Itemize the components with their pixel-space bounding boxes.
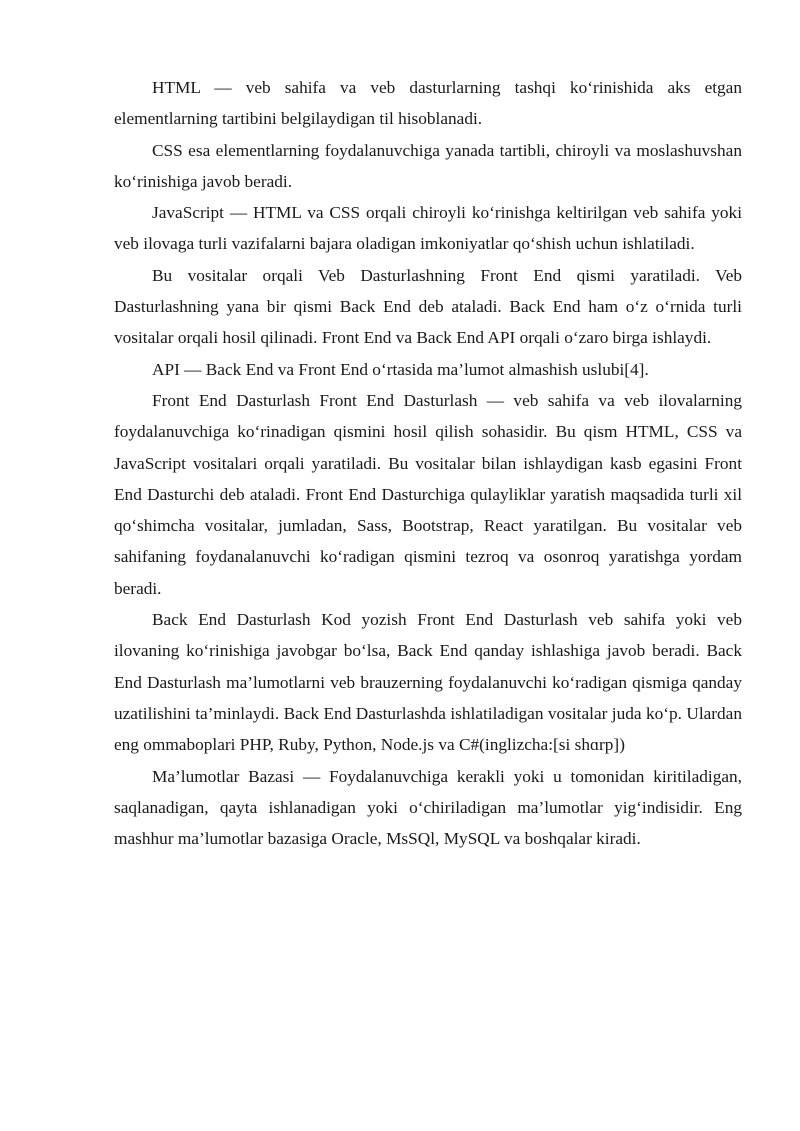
paragraph-html: HTML — veb sahifa va veb dasturlarning tashqi ko‘rinishida aks etgan elementlarning tartibini belgilaydigan til hisoblanadi.: [114, 78, 742, 129]
paragraph-back-end: Back End Dasturlash Kod yozish Front End Dasturlash veb sahifa yoki veb ilovaning ko‘rinishiga javobgar bo‘lsa, Back End qanday ishlashiga javob beradi. Back End Dasturlash ma’lumotlarni veb brauzerning foydalanuvchi ko‘radigan qismiga qanday uzatilishini ta’minlaydi. Back End Dasturlashda ishlatiladigan vositalar juda ko‘p. Ulardan eng ommaboplari PHP, Ruby, Python, Node.js va C#(inglizcha:[si shɑrp]): [114, 610, 742, 755]
paragraph-api: API — Back End va Front End o‘rtasida ma’lumot almashish uslubi[4].: [152, 359, 649, 379]
document-body: [114, 72, 742, 854]
paragraph-front-end: Front End Dasturlash Front End Dasturlash — veb sahifa va veb ilovalarning foydalanuvchiga ko‘rinadigan qismini hosil qilish sohasidir. Bu qism HTML, CSS va JavaScript vositalari orqali yaratiladi. Bu vositalar bilan ishlaydigan kasb egasini Front End Dasturchi deb ataladi. Front End Dasturchiga qulayliklar yaratish maqsadida turli xil qo‘shimcha vositalar, jumladan, Sass, Bootstrap, React yaratilgan. Bu vositalar veb sahifaning foydanalanuvchi ko‘radigan qismini tezroq va osonroq yaratishga yordam beradi.: [114, 390, 742, 598]
paragraph-front-back-overview: Bu vositalar orqali Veb Dasturlashning Front End qismi yaratiladi. Veb Dasturlashning yana bir qismi Back End deb ataladi. Back End ham o‘z o‘rnida turli vositalar orqali hosil qilinadi. Front End va Back End API orqali o‘zaro birga ishlaydi.: [114, 265, 742, 348]
paragraph-css: CSS esa elementlarning foydalanuvchiga yanada tartibli, chiroyli va moslashuvshan ko‘rinishiga javob beradi.: [114, 140, 742, 191]
paragraph-javascript: JavaScript — HTML va CSS orqali chiroyli ko‘rinishga keltirilgan veb sahifa yoki veb ilovaga turli vazifalarni bajara oladigan imkoniyatlar qo‘shish uchun ishlatiladi.: [114, 203, 742, 254]
paragraph-database: Ma’lumotlar Bazasi — Foydalanuvchiga kerakli yoki u tomonidan kiritiladigan, saqlanadigan, qayta ishlanadigan yoki o‘chiriladigan ma’lumotlar yig‘indisidir. Eng mashhur ma’lumotlar bazasiga Oracle, MsSQl, MySQL va boshqalar kiradi.: [114, 766, 742, 849]
